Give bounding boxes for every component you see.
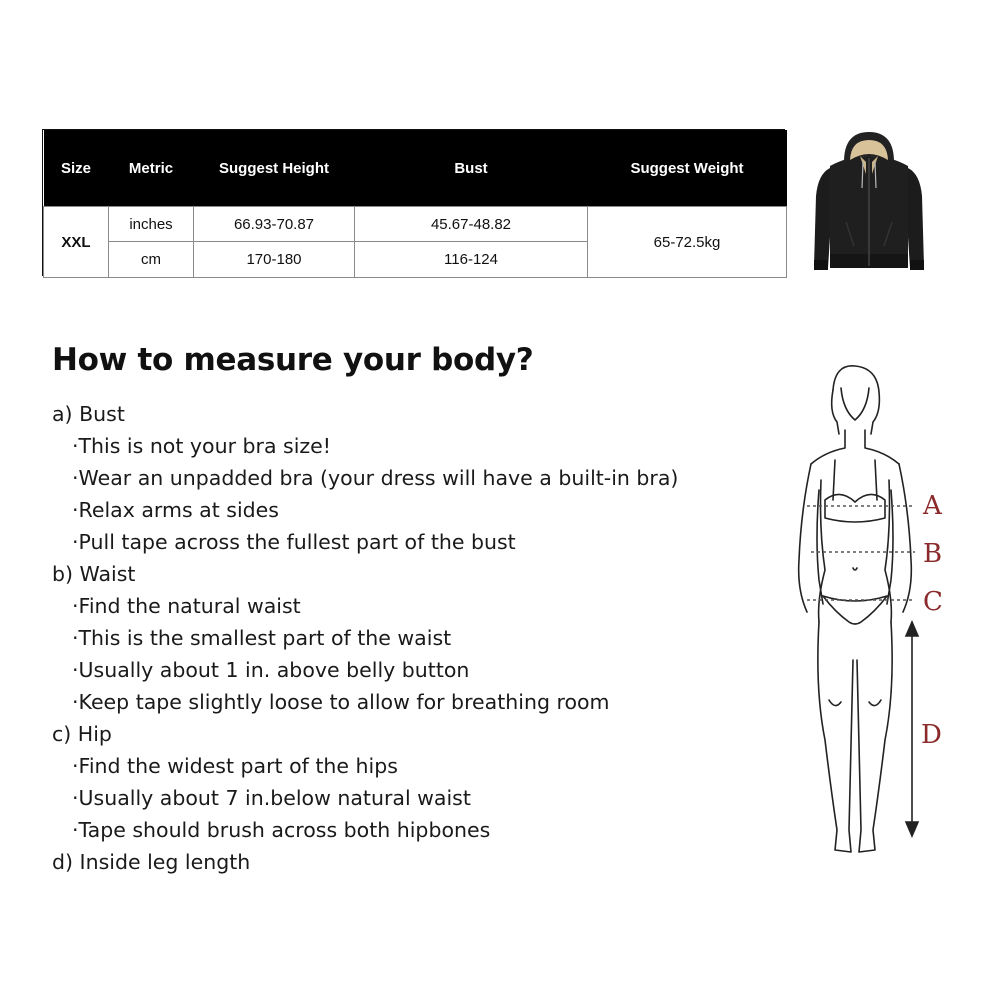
list-item: ·This is not your bra size! bbox=[72, 434, 332, 458]
bust-cell: 45.67-48.82 bbox=[355, 207, 588, 242]
weight-cell: 65-72.5kg bbox=[588, 207, 787, 278]
list-item: ·Keep tape slightly loose to allow for breathing room bbox=[72, 690, 610, 714]
height-cell: 170-180 bbox=[194, 242, 355, 278]
header-suggest-weight: Suggest Weight bbox=[588, 130, 787, 207]
bust-cell: 116-124 bbox=[355, 242, 588, 278]
header-bust: Bust bbox=[355, 130, 588, 207]
list-item: ·Relax arms at sides bbox=[72, 498, 279, 522]
section-bust-label: a) Bust bbox=[52, 402, 125, 426]
mark-b: B bbox=[923, 539, 943, 569]
hoodie-icon bbox=[808, 126, 930, 276]
section-inside-leg-label: d) Inside leg length bbox=[52, 850, 251, 874]
section-hip-label: c) Hip bbox=[52, 722, 112, 746]
list-item: ·This is the smallest part of the waist bbox=[72, 626, 452, 650]
header-metric: Metric bbox=[109, 130, 194, 207]
measurement-instructions bbox=[52, 398, 678, 878]
header-suggest-height: Suggest Height bbox=[194, 130, 355, 207]
list-item: ·Wear an unpadded bra (your dress will have a built-in bra) bbox=[72, 466, 679, 490]
table-header-row bbox=[44, 130, 787, 207]
mark-d: D bbox=[921, 720, 942, 750]
list-item: ·Usually about 1 in. above belly button bbox=[72, 658, 470, 682]
table-row bbox=[44, 207, 787, 242]
header-size: Size bbox=[44, 130, 109, 207]
mark-c: C bbox=[923, 587, 943, 617]
list-item: ·Find the natural waist bbox=[72, 594, 301, 618]
list-item: ·Tape should brush across both hipbones bbox=[72, 818, 491, 842]
list-item: ·Usually about 7 in.below natural waist bbox=[72, 786, 471, 810]
metric-cell: cm bbox=[109, 242, 194, 278]
list-item: ·Pull tape across the fullest part of the bust bbox=[72, 530, 516, 554]
size-chart-table bbox=[42, 129, 785, 276]
list-item: ·Find the widest part of the hips bbox=[72, 754, 398, 778]
height-cell: 66.93-70.87 bbox=[194, 207, 355, 242]
mark-a: A bbox=[923, 491, 942, 521]
section-waist-label: b) Waist bbox=[52, 562, 136, 586]
metric-cell: inches bbox=[109, 207, 194, 242]
size-cell: XXL bbox=[44, 207, 109, 278]
body-figure-illustration bbox=[785, 360, 955, 880]
guide-title: How to measure your body? bbox=[52, 342, 534, 378]
